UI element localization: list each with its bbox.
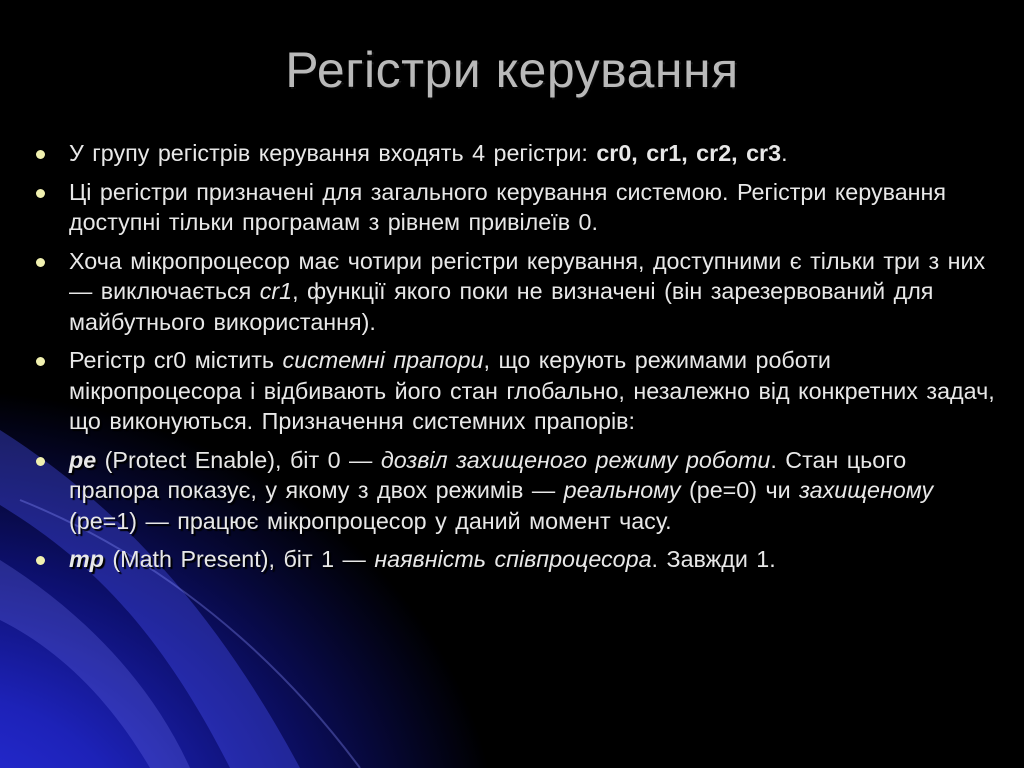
bullet-text-run: pe	[69, 446, 97, 473]
bullet-item	[36, 246, 1002, 338]
bullet-text-run: Регістр cr0 містить	[69, 347, 283, 373]
bullet-item	[36, 544, 1002, 575]
bullet-dot-icon	[36, 457, 45, 466]
bullet-text-run: дозвіл захищеного режиму роботи	[380, 446, 771, 473]
bullet-text-run: системні прапори	[282, 347, 484, 373]
bullet-text-run: , функції якого поки не визначені (він зарезервований для майбутнього використання).	[69, 278, 934, 335]
bullet-text-run: cr1	[259, 278, 293, 304]
bullet-text-run: mp	[69, 546, 104, 572]
bullet-text-run: cr0, cr1, cr2, cr3	[596, 140, 782, 166]
bullet-dot-icon	[36, 357, 45, 366]
bullet-text-run: захищеному	[799, 477, 934, 503]
bullet-dot-icon	[36, 556, 45, 565]
bullet-text-run: . Завжди 1.	[651, 546, 776, 572]
bullet-text-run: (Math Present), біт 1 —	[103, 546, 375, 572]
bullet-text-run: наявність співпроцесора	[374, 546, 652, 572]
bullet-item	[36, 138, 1002, 169]
slide-title: Регістри керування	[285, 42, 739, 98]
bullet-text-run: (Protect Enable), біт 0 —	[96, 446, 381, 473]
bullet-dot-icon	[36, 258, 45, 267]
bullet-text-run: (pe=1) — працює мікропроцесор у даний момент часу.	[69, 507, 672, 534]
bullet-text-run: Ці регістри призначені для загального керування системою. Регістри керування доступні тільки програмам з рівнем привілеїв 0.	[69, 178, 947, 235]
bullet-text-run: . Стан цього прапора показує, у якому з двох режимів —	[69, 446, 907, 503]
bullet-item	[36, 345, 1002, 437]
bullet-item	[36, 177, 1002, 238]
bullet-list	[36, 138, 1002, 583]
bullet-text-run: реальному	[563, 477, 681, 503]
bullet-text-run: (pe=0) чи	[680, 477, 800, 503]
bullet-dot-icon	[36, 189, 45, 198]
bullet-text-run: , що керують режимами роботи мікропроцесора і відбивають його стан глобально, незалежно від конкретних задач, що виконуються. Призначення системних прапорів:	[69, 347, 995, 434]
bullet-dot-icon	[36, 150, 45, 159]
bullet-item	[36, 445, 1002, 537]
bullet-text-run: Хоча мікропроцесор має чотири регістри керування, доступними є тільки три з них — виключається	[69, 247, 986, 304]
bullet-text-run: .	[781, 140, 788, 166]
bullet-text-run: У групу регістрів керування входять 4 регістри:	[69, 140, 597, 166]
